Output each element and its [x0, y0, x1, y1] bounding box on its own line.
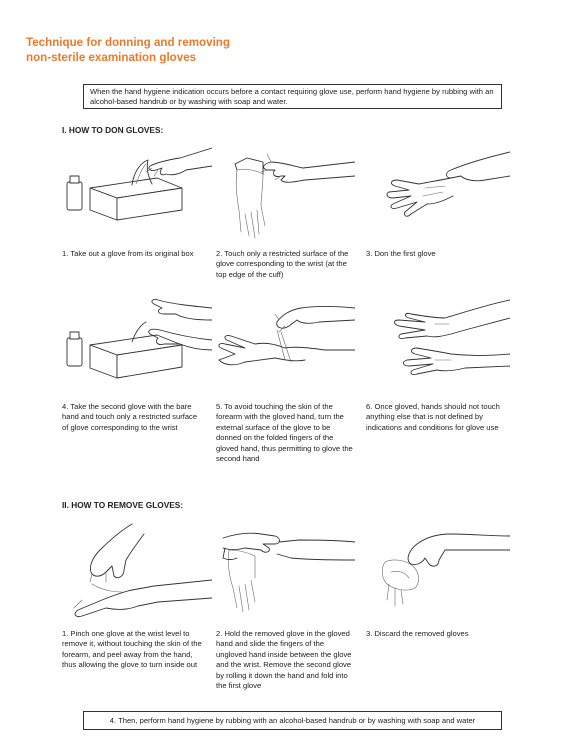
remove-step-2-caption: 2. Hold the removed glove in the gloved hand and slide the fingers of the ungloved hand inside between the glove and the wrist. Remove the second glove by rolling it down the hand and fold into the first glove — [216, 629, 352, 691]
don-step-3-caption: 3. Don the first glove — [366, 249, 436, 258]
illustration-removing-second-glove — [215, 520, 355, 620]
page-title-line-1: Technique for donning and removing — [26, 36, 230, 49]
illustration-gloved-hand-turning-second-glove — [215, 290, 355, 390]
don-step-2-caption: 2. Touch only a restricted surface of the glove corresponding to the wrist (at the top edge of the cuff) — [216, 249, 349, 279]
don-step-4-caption: 4. Take the second glove with the bare hand and touch only a restricted surface of glove corresponding to the wrist — [62, 402, 198, 432]
don-step-6-caption: 6. Once gloved, hands should not touch anything else that is not defined by indications and conditions for glove use — [366, 402, 500, 432]
remove-step-3-caption: 3. Discard the removed gloves — [366, 629, 469, 638]
intro-hand-hygiene-note: When the hand hygiene indication occurs before a contact requiring glove use, perform hand hygiene by rubbing with an alcohol-based handrub or by washing with soap and water. — [83, 84, 502, 109]
illustration-donning-first-glove — [365, 140, 510, 235]
page-title — [26, 35, 286, 65]
don-step-5-caption: 5. To avoid touching the skin of the forearm with the gloved hand, turn the external surface of the glove to be donned on the folded fingers of the gloved hand, thus permitting to glove the second hand — [216, 402, 353, 464]
illustration-two-gloved-hands — [365, 290, 510, 390]
section-heading-remove: II. HOW TO REMOVE GLOVES: — [62, 500, 184, 510]
page-title-line-2: non-sterile examination gloves — [26, 51, 197, 64]
illustration-second-glove-from-box — [62, 290, 212, 390]
section-heading-don: I. HOW TO DON GLOVES: — [62, 125, 164, 135]
footer-hand-hygiene-note: 4. Then, perform hand hygiene by rubbing with an alcohol-based handrub or by washing with soap and water — [83, 711, 502, 730]
illustration-hand-holding-glove-by-cuff — [215, 140, 355, 245]
don-step-1-caption: 1. Take out a glove from its original box — [62, 249, 194, 258]
illustration-discarding-gloves — [365, 520, 510, 620]
illustration-pinching-glove-at-wrist — [62, 520, 212, 625]
illustration-glove-box-with-bottle-and-hand — [62, 140, 212, 235]
remove-step-1-caption: 1. Pinch one glove at the wrist level to remove it, without touching the skin of the forearm, and peel away from the hand, thus allowing the glove to turn inside out — [62, 629, 202, 670]
